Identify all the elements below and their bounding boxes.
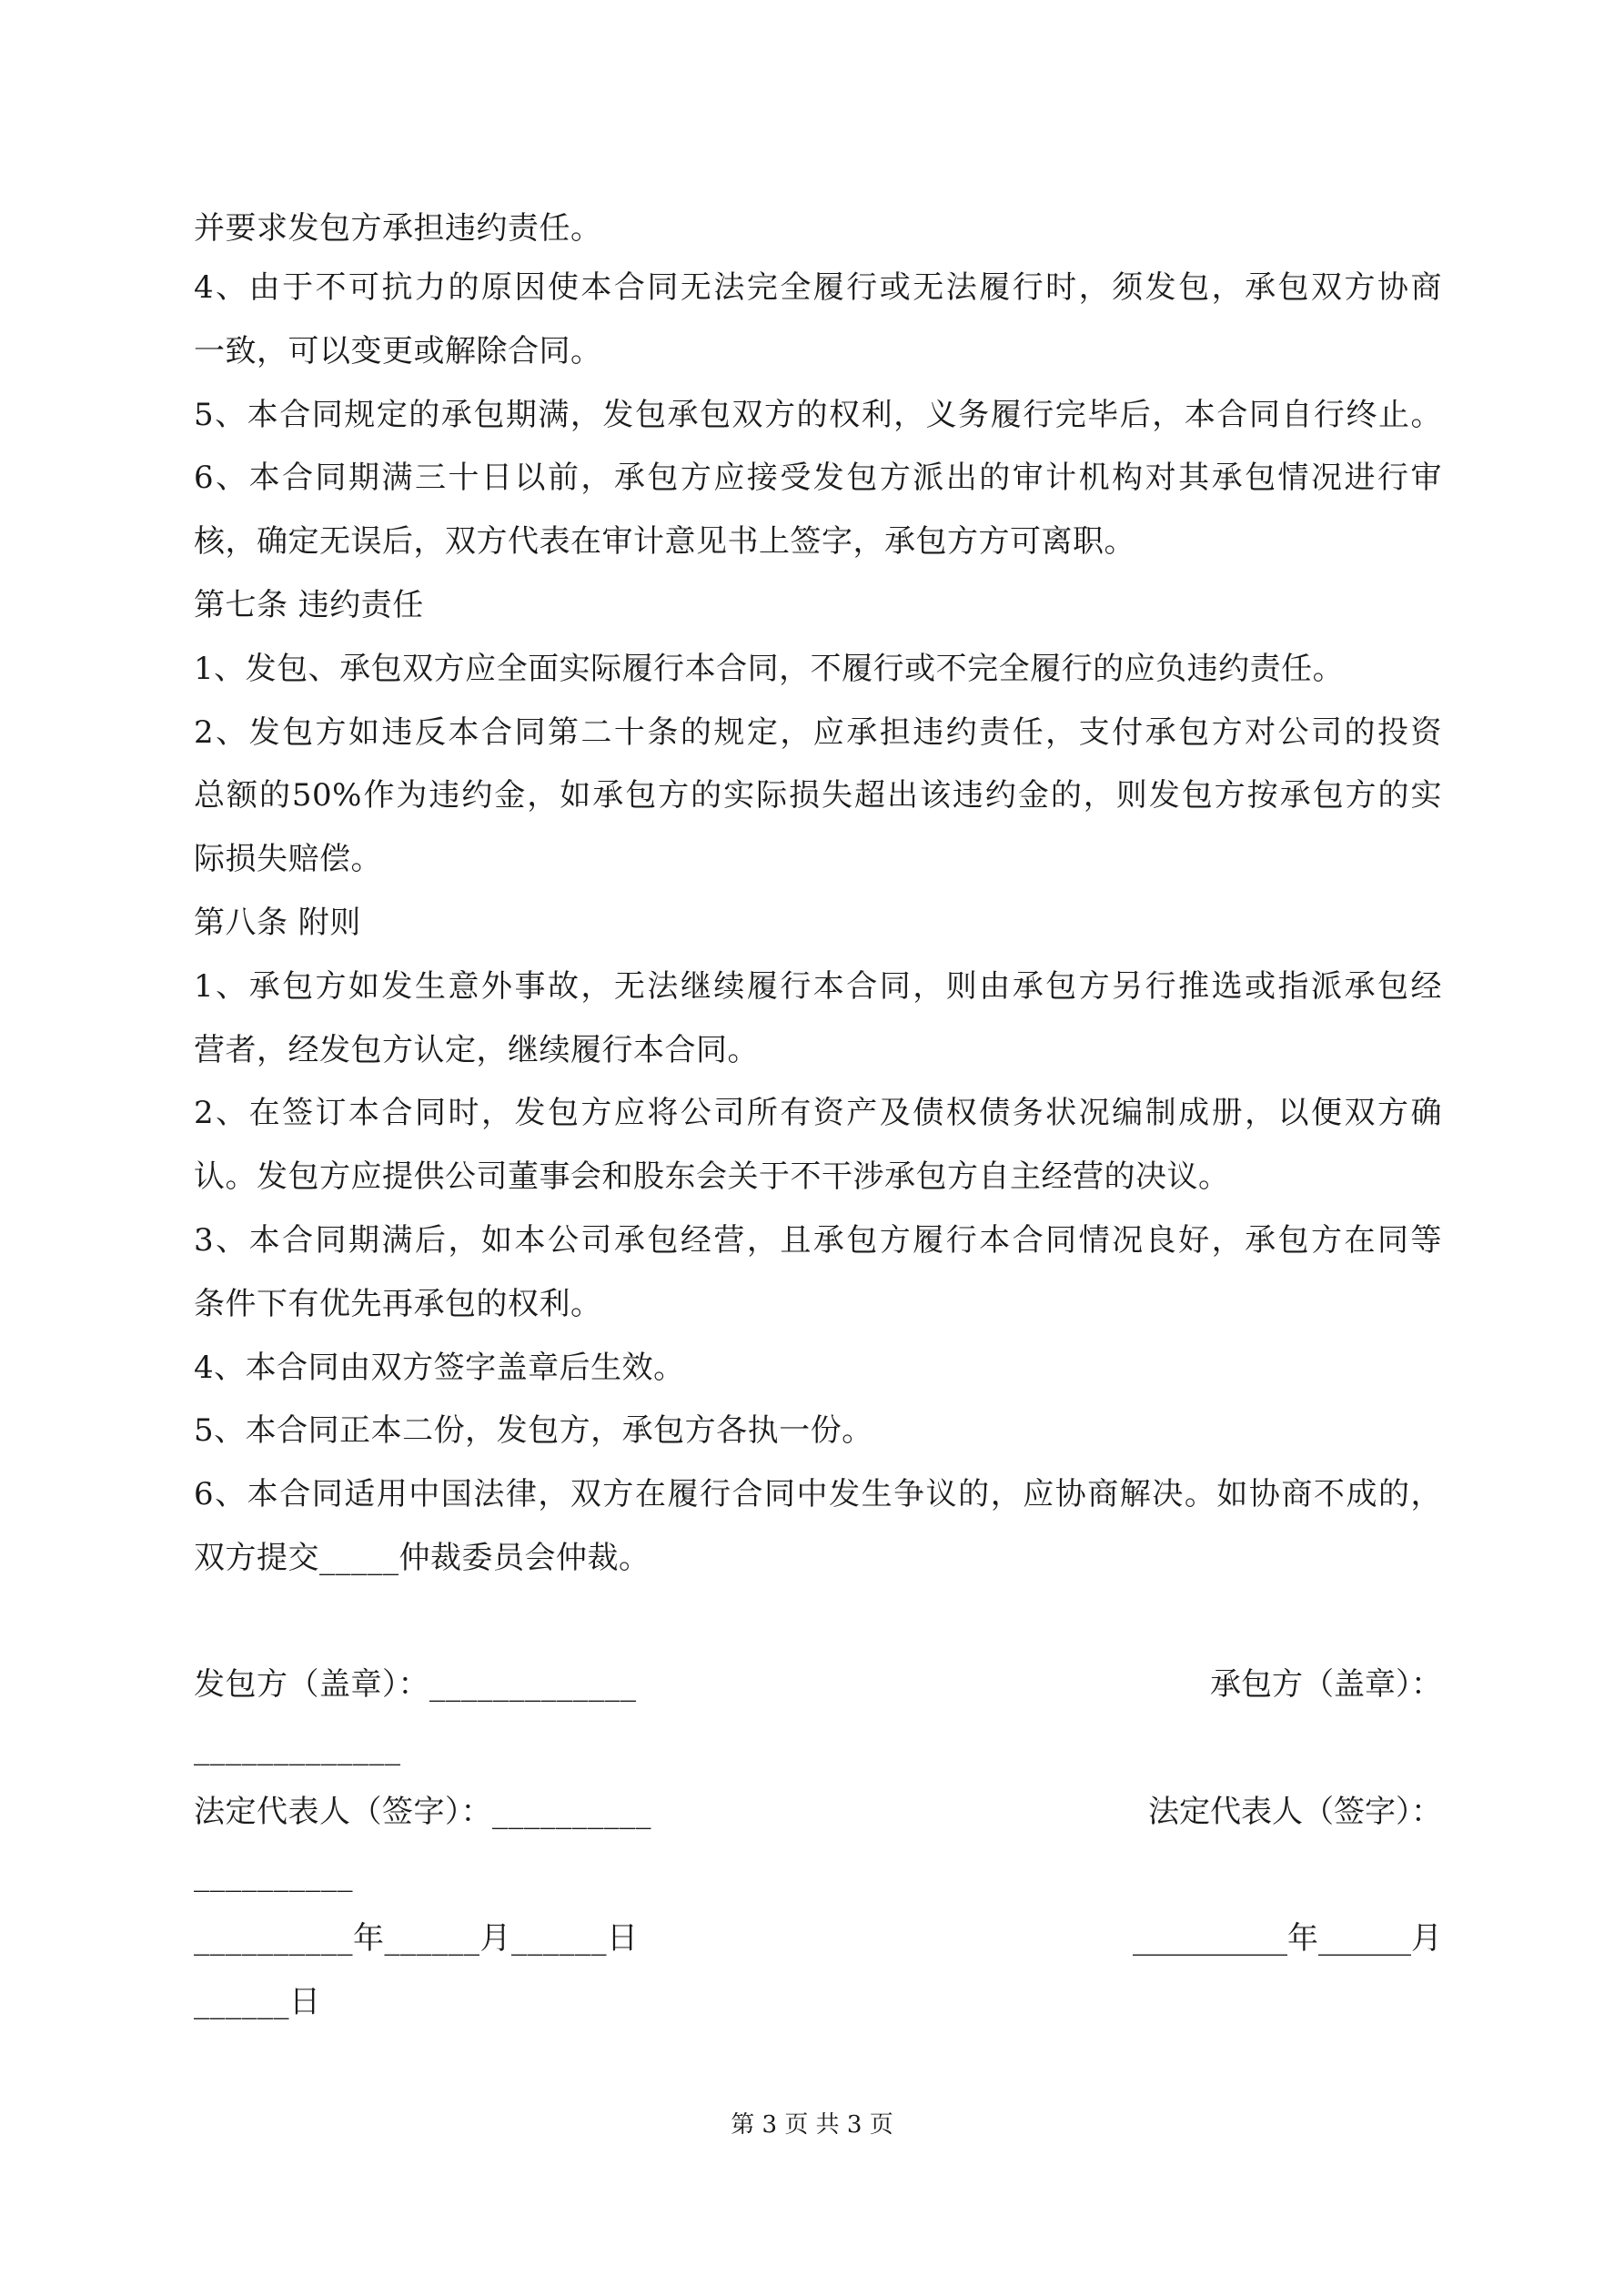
section-heading: 第七条 违约责任	[194, 587, 424, 623]
party-a-date-field: __________年______月______日	[194, 1920, 639, 1957]
party-a-seal-field: 发包方（盖章）：_____________	[194, 1666, 637, 1703]
paragraph-line: 6、本合同期满三十日以前，承包方应接受发包方派出的审计机构对其承包情况进行审	[194, 460, 1442, 496]
paragraph-line: 核，确定无误后，双方代表在审计意见书上签字，承包方方可离职。	[194, 523, 1135, 560]
paragraph-line: 一致，可以变更或解除合同。	[194, 333, 602, 369]
paragraph-line: 4、由于不可抗力的原因使本合同无法完全履行或无法履行时，须发包，承包双方协商	[194, 269, 1442, 306]
party-b-rep-field: 法定代表人（签字）：	[1148, 1794, 1442, 1830]
paragraph-line: 6、本合同适用中国法律，双方在履行合同中发生争议的，应协商解决。如协商不成的，	[194, 1476, 1442, 1512]
paragraph-line: 4、本合同由双方签字盖章后生效。	[194, 1350, 685, 1386]
party-b-date-day: ______日	[194, 1984, 321, 2020]
paragraph-line: 总额的50%作为违约金，如承包方的实际损失超出该违约金的，则发包方按承包方的实	[194, 777, 1442, 814]
page-footer: 第 3 页 共 3 页	[731, 2111, 893, 2139]
paragraph-line: 认。发包方应提供公司董事会和股东会关于不干涉承包方自主经营的决议。	[194, 1158, 1230, 1195]
paragraph-line: 3、本合同期满后，如本公司承包经营，且承包方履行本合同情况良好，承包方在同等	[194, 1222, 1442, 1259]
party-b-date-field: __________年______月	[1133, 1920, 1442, 1957]
party-b-seal-field: 承包方（盖章）：	[1210, 1666, 1442, 1703]
paragraph-line: 际损失赔偿。	[194, 841, 382, 877]
paragraph-line: 5、本合同正本二份，发包方，承包方各执一份。	[194, 1412, 873, 1449]
party-b-seal-blank: _____________	[194, 1730, 401, 1766]
paragraph-line: 1、承包方如发生意外事故，无法继续履行本合同，则由承包方另行推选或指派承包经	[194, 968, 1442, 1005]
paragraph-line: 5、本合同规定的承包期满，发包承包双方的权利，义务履行完毕后，本合同自行终止。	[194, 397, 1442, 433]
section-heading: 第八条 附则	[194, 905, 361, 941]
paragraph-line: 并要求发包方承担违约责任。	[194, 210, 602, 247]
party-b-rep-blank: __________	[194, 1856, 353, 1893]
paragraph-line: 营者，经发包方认定，继续履行本合同。	[194, 1032, 759, 1068]
paragraph-line: 双方提交_____仲裁委员会仲裁。	[194, 1540, 651, 1576]
party-a-rep-field: 法定代表人（签字）：__________	[194, 1794, 651, 1830]
paragraph-line: 2、在签订本合同时，发包方应将公司所有资产及债权债务状况编制成册，以便双方确	[194, 1095, 1442, 1131]
paragraph-line: 2、发包方如违反本合同第二十条的规定，应承担违约责任，支付承包方对公司的投资	[194, 714, 1442, 751]
paragraph-line: 条件下有优先再承包的权利。	[194, 1286, 602, 1322]
paragraph-line: 1、发包、承包双方应全面实际履行本合同，不履行或不完全履行的应负违约责任。	[194, 651, 1345, 687]
